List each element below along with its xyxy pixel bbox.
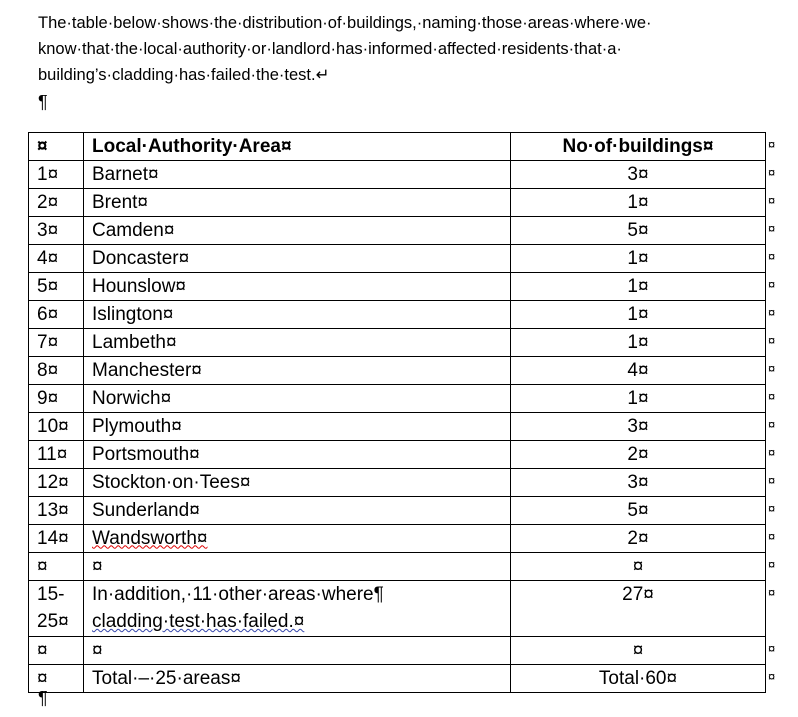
table-total-row <box>29 665 766 693</box>
table-row <box>29 469 766 497</box>
row-area[interactable]: Lambeth¤ <box>84 329 511 357</box>
row-area[interactable]: Barnet¤ <box>84 161 511 189</box>
row-count[interactable]: 1¤ <box>511 189 766 217</box>
table-row <box>29 189 766 217</box>
row-area[interactable]: ¤ <box>84 553 511 581</box>
row-end-mark: ¤ <box>768 248 776 264</box>
row-end-mark: ¤ <box>768 416 776 432</box>
row-num[interactable]: 2¤ <box>29 189 84 217</box>
table-blank-row <box>29 553 766 581</box>
row-num[interactable]: 11¤ <box>29 441 84 469</box>
row-count[interactable]: 4¤ <box>511 357 766 385</box>
table-row <box>29 161 766 189</box>
row-count[interactable]: 5¤ <box>511 497 766 525</box>
row-num[interactable]: 8¤ <box>29 357 84 385</box>
row-num-line-2: 25¤ <box>37 611 69 632</box>
table-row <box>29 357 766 385</box>
table-row <box>29 329 766 357</box>
table-row <box>29 273 766 301</box>
row-num-line-1: 15- <box>37 584 65 605</box>
row-area[interactable]: Portsmouth¤ <box>84 441 511 469</box>
row-count[interactable]: 2¤ <box>511 525 766 553</box>
row-area-line-2: cladding·test·has·failed.¤ <box>92 611 305 632</box>
row-count[interactable]: ¤ <box>511 553 766 581</box>
row-num[interactable]: ¤ <box>29 553 84 581</box>
table-row <box>29 217 766 245</box>
row-area[interactable]: Stockton·on·Tees¤ <box>84 469 511 497</box>
header-no-of-buildings[interactable]: No·of·buildings¤ <box>511 133 766 161</box>
row-area[interactable]: Doncaster¤ <box>84 245 511 273</box>
row-end-mark: ¤ <box>768 304 776 320</box>
row-num[interactable]: 12¤ <box>29 469 84 497</box>
intro-line-3: building’s·cladding·has·failed·the·test.↵ <box>38 66 330 84</box>
table-extra-row <box>29 581 766 637</box>
row-num[interactable]: 1¤ <box>29 161 84 189</box>
header-local-authority-area[interactable]: Local·Authority·Area¤ <box>84 133 511 161</box>
row-area-line-1: In·addition,·11·other·areas·where¶ <box>92 584 384 605</box>
row-num[interactable]: 13¤ <box>29 497 84 525</box>
paragraph-mark: ¶ <box>38 92 48 112</box>
row-end-mark: ¤ <box>768 640 776 656</box>
row-end-mark: ¤ <box>768 528 776 544</box>
row-num[interactable]: 3¤ <box>29 217 84 245</box>
row-num[interactable]: 10¤ <box>29 413 84 441</box>
row-area[interactable]: Sunderland¤ <box>84 497 511 525</box>
row-end-mark: ¤ <box>768 500 776 516</box>
intro-line-2: know·that·the·local·authority·or·landlord·has·informed·affected·residents·that·a· <box>38 40 622 58</box>
row-num[interactable]: 9¤ <box>29 385 84 413</box>
row-count[interactable]: 1¤ <box>511 301 766 329</box>
row-end-mark: ¤ <box>768 472 776 488</box>
row-end-mark: ¤ <box>768 136 776 152</box>
row-area[interactable]: Brent¤ <box>84 189 511 217</box>
row-area[interactable]: ¤ <box>84 637 511 665</box>
row-area[interactable]: Plymouth¤ <box>84 413 511 441</box>
paragraph-mark: ¶ <box>38 688 48 708</box>
row-num[interactable]: ¤ <box>29 665 84 693</box>
table-row <box>29 497 766 525</box>
row-end-mark: ¤ <box>768 220 776 236</box>
row-num[interactable]: 4¤ <box>29 245 84 273</box>
table-row <box>29 245 766 273</box>
row-count[interactable]: 3¤ <box>511 469 766 497</box>
header-index[interactable]: ¤ <box>29 133 84 161</box>
row-end-mark: ¤ <box>768 164 776 180</box>
row-area[interactable]: Islington¤ <box>84 301 511 329</box>
intro-line-1: The·table·below·shows·the·distribution·of·buildings,·naming·those·areas·where·we· <box>38 14 652 32</box>
row-num[interactable] <box>29 581 84 637</box>
row-num[interactable]: ¤ <box>29 637 84 665</box>
row-num[interactable]: 5¤ <box>29 273 84 301</box>
row-count[interactable]: 3¤ <box>511 413 766 441</box>
row-num[interactable]: 6¤ <box>29 301 84 329</box>
spellcheck-underlined-text: Wandsworth¤ <box>92 527 208 549</box>
row-count[interactable]: 27¤ <box>511 581 766 637</box>
intro-paragraph <box>38 10 768 88</box>
table-row <box>29 441 766 469</box>
row-end-mark: ¤ <box>768 332 776 348</box>
row-count[interactable]: 5¤ <box>511 217 766 245</box>
total-count[interactable]: Total·60¤ <box>511 665 766 693</box>
table-row <box>29 413 766 441</box>
row-count[interactable]: 3¤ <box>511 161 766 189</box>
row-end-mark: ¤ <box>768 444 776 460</box>
row-area[interactable]: Hounslow¤ <box>84 273 511 301</box>
row-area[interactable] <box>84 581 511 637</box>
row-end-mark: ¤ <box>768 584 776 600</box>
table-row <box>29 301 766 329</box>
row-end-mark: ¤ <box>768 276 776 292</box>
row-end-mark: ¤ <box>768 360 776 376</box>
row-count[interactable]: ¤ <box>511 637 766 665</box>
total-area[interactable]: Total·–·25·areas¤ <box>84 665 511 693</box>
row-end-mark: ¤ <box>768 388 776 404</box>
table-header-row <box>29 133 766 161</box>
row-area[interactable]: Norwich¤ <box>84 385 511 413</box>
row-count[interactable]: 1¤ <box>511 273 766 301</box>
row-end-mark: ¤ <box>768 192 776 208</box>
row-area[interactable] <box>84 525 511 553</box>
buildings-table <box>28 132 766 693</box>
row-num[interactable]: 14¤ <box>29 525 84 553</box>
row-count[interactable]: 2¤ <box>511 441 766 469</box>
row-area[interactable]: Camden¤ <box>84 217 511 245</box>
row-num[interactable]: 7¤ <box>29 329 84 357</box>
row-end-mark: ¤ <box>768 668 776 684</box>
row-count[interactable]: 1¤ <box>511 329 766 357</box>
row-count[interactable]: 1¤ <box>511 385 766 413</box>
row-end-mark: ¤ <box>768 556 776 572</box>
table-blank-row <box>29 637 766 665</box>
row-count[interactable]: 1¤ <box>511 245 766 273</box>
table-row <box>29 525 766 553</box>
row-area[interactable]: Manchester¤ <box>84 357 511 385</box>
table-row <box>29 385 766 413</box>
